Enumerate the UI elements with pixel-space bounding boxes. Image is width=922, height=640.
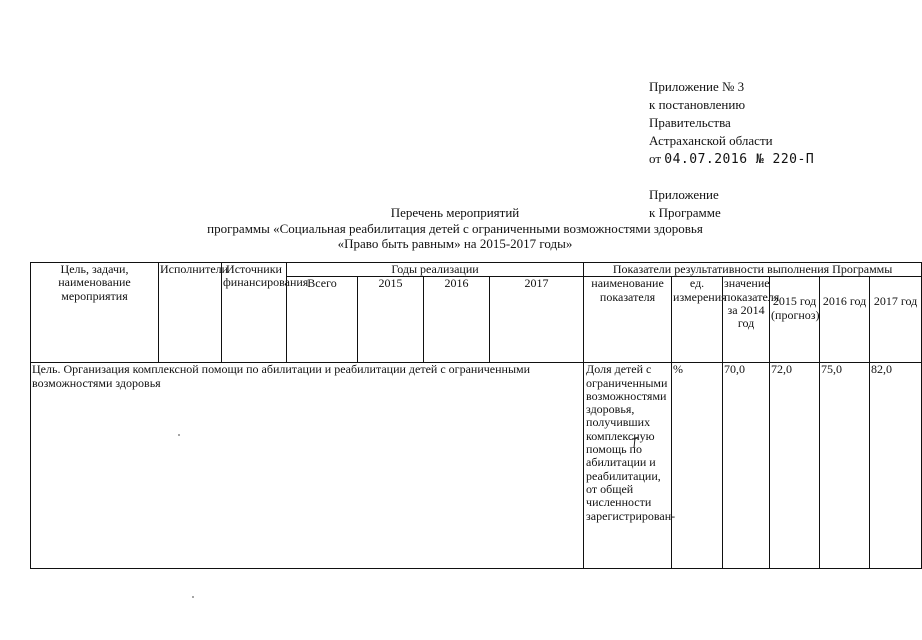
approval-date-prefix: от: [649, 151, 662, 166]
header-value-2014: значение показателя за 2014 год: [723, 277, 770, 363]
scan-speck-icon: [192, 596, 194, 598]
approval-line-1: Приложение № 3: [649, 79, 745, 94]
approval-line-7: к Программе: [649, 205, 721, 220]
approval-line-2: к постановлению: [649, 97, 746, 112]
header-2016: 2016: [424, 277, 490, 363]
header-indicator-2017: 2017 год: [870, 277, 922, 363]
header-unit: ед. измерения: [672, 277, 723, 363]
value-2016-cell: 75,0: [820, 363, 870, 569]
value-2017-cell: 82,0: [870, 363, 922, 569]
header-indicators-group: Показатели результативности выполнения Программы: [584, 263, 922, 277]
pen-mark-icon: [631, 437, 639, 449]
document-title: [0, 205, 910, 252]
goal-cell: Цель. Организация комплексной помощи по абилитации и реабилитации детей с ограниченными возможностями здоровья: [31, 363, 584, 569]
scan-speck-icon: [178, 434, 180, 436]
value-2015-cell: 72,0: [770, 363, 820, 569]
header-2017: 2017: [490, 277, 584, 363]
approval-date-handwritten: 04.07.2016 № 220-П: [664, 152, 815, 167]
table-row: [31, 363, 922, 569]
indicator-name-cell: Доля детей с ограниченными возможностями здоровья, получивших комплексную помощь по абилитации и реабилитации, от общей численности зарегистрирован-: [584, 363, 672, 569]
title-line-2: программы «Социальная реабилитация детей с ограниченными возможностями здоровья: [207, 220, 703, 236]
unit-cell: %: [672, 363, 723, 569]
header-row-1: [31, 263, 922, 277]
header-sources: Источники финансирования: [222, 263, 287, 363]
approval-date-line: [649, 150, 889, 169]
header-years-group: Годы реализации: [287, 263, 584, 277]
value-2014-cell: 70,0: [723, 363, 770, 569]
title-line-1: Перечень мероприятий: [390, 205, 520, 220]
title-line-3: «Право быть равным» на 2015-2017 годы»: [337, 236, 573, 251]
approval-block: [649, 78, 889, 222]
header-indicator-name: наименование показателя: [584, 277, 672, 363]
header-goal: Цель, задачи, наименование мероприятия: [31, 263, 159, 363]
approval-line-3: Правительства: [649, 115, 731, 130]
header-total: Всего: [287, 277, 358, 363]
header-executors: Исполнители: [159, 263, 222, 363]
header-indicator-2015: 2015 год (прогноз): [770, 277, 820, 363]
approval-line-6: Приложение: [649, 187, 719, 202]
header-indicator-2016: 2016 год: [820, 277, 870, 363]
approval-line-4: Астраханской области: [649, 133, 773, 148]
measures-table: [30, 262, 922, 569]
header-2015: 2015: [358, 277, 424, 363]
